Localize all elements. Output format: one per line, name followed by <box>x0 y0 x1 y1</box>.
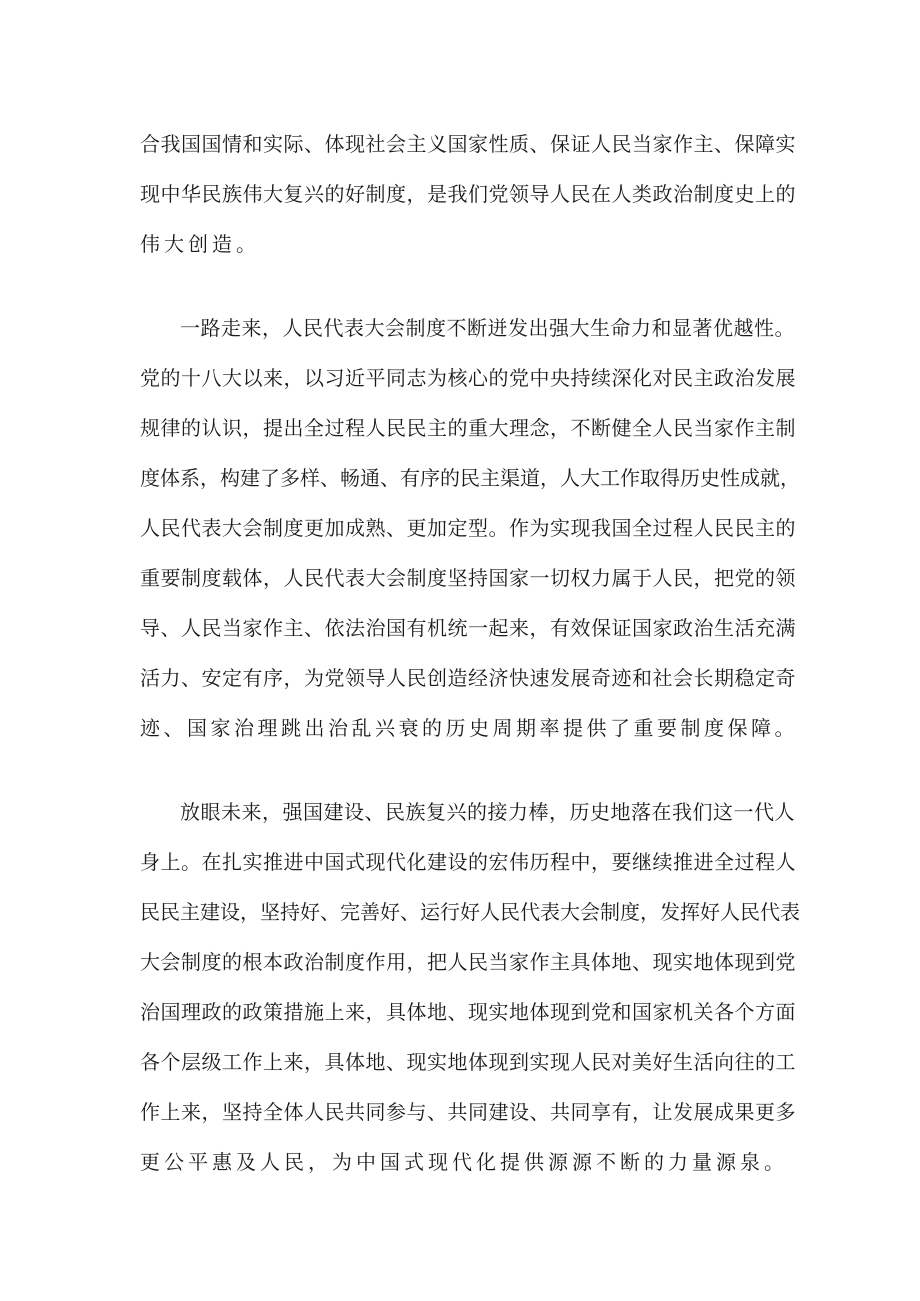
paragraph-line: 活力、安定有序，为党领导人民创造经济快速发展奇迹和社会长期稳定奇 <box>140 666 796 690</box>
paragraph-line: 身上。在扎实推进中国式现代化建设的宏伟历程中，要继续推进全过程人 <box>140 850 796 874</box>
paragraph-line: 迹、国家治理跳出治乱兴衰的历史周期率提供了重要制度保障。 <box>140 716 798 740</box>
paragraph-line: 度体系，构建了多样、畅通、有序的民主渠道，人大工作取得历史性成就， <box>140 466 800 490</box>
paragraph-line: 现中华民族伟大复兴的好制度，是我们党领导人民在人类政治制度史上的 <box>140 182 796 206</box>
paragraph-line: 合我国国情和实际、体现社会主义国家性质、保证人民当家作主、保障实 <box>140 132 796 156</box>
paragraph-line: 人民代表大会制度更加成熟、更加定型。作为实现我国全过程人民民主的 <box>140 516 796 540</box>
paragraph-line: 更公平惠及人民，为中国式现代化提供源源不断的力量源泉。 <box>140 1150 788 1174</box>
paragraph-line: 治国理政的政策措施上来，具体地、现实地体现到党和国家机关各个方面 <box>140 1000 796 1024</box>
paragraph-line: 伟大创造。 <box>140 232 260 256</box>
paragraph-line: 重要制度载体，人民代表大会制度坚持国家一切权力属于人民，把党的领 <box>140 566 796 590</box>
paragraph-line: 作上来，坚持全体人民共同参与、共同建设、共同享有，让发展成果更多 <box>140 1100 796 1124</box>
paragraph-line: 放眼未来，强国建设、民族复兴的接力棒，历史地落在我们这一代人 <box>180 800 795 824</box>
paragraph-line: 各个层级工作上来，具体地、现实地体现到实现人民对美好生活向往的工 <box>140 1050 796 1074</box>
paragraph-line: 规律的认识，提出全过程人民民主的重大理念，不断健全人民当家作主制 <box>140 416 796 440</box>
paragraph-line: 导、人民当家作主、依法治国有机统一起来，有效保证国家政治生活充满 <box>140 616 796 640</box>
paragraph-line: 大会制度的根本政治制度作用，把人民当家作主具体地、现实地体现到党 <box>140 950 796 974</box>
paragraph-line: 一路走来，人民代表大会制度不断迸发出强大生命力和显著优越性。 <box>180 316 795 340</box>
paragraph-line: 党的十八大以来，以习近平同志为核心的党中央持续深化对民主政治发展 <box>140 366 796 390</box>
paragraph-line: 民民主建设，坚持好、完善好、运行好人民代表大会制度，发挥好人民代表 <box>140 900 800 924</box>
